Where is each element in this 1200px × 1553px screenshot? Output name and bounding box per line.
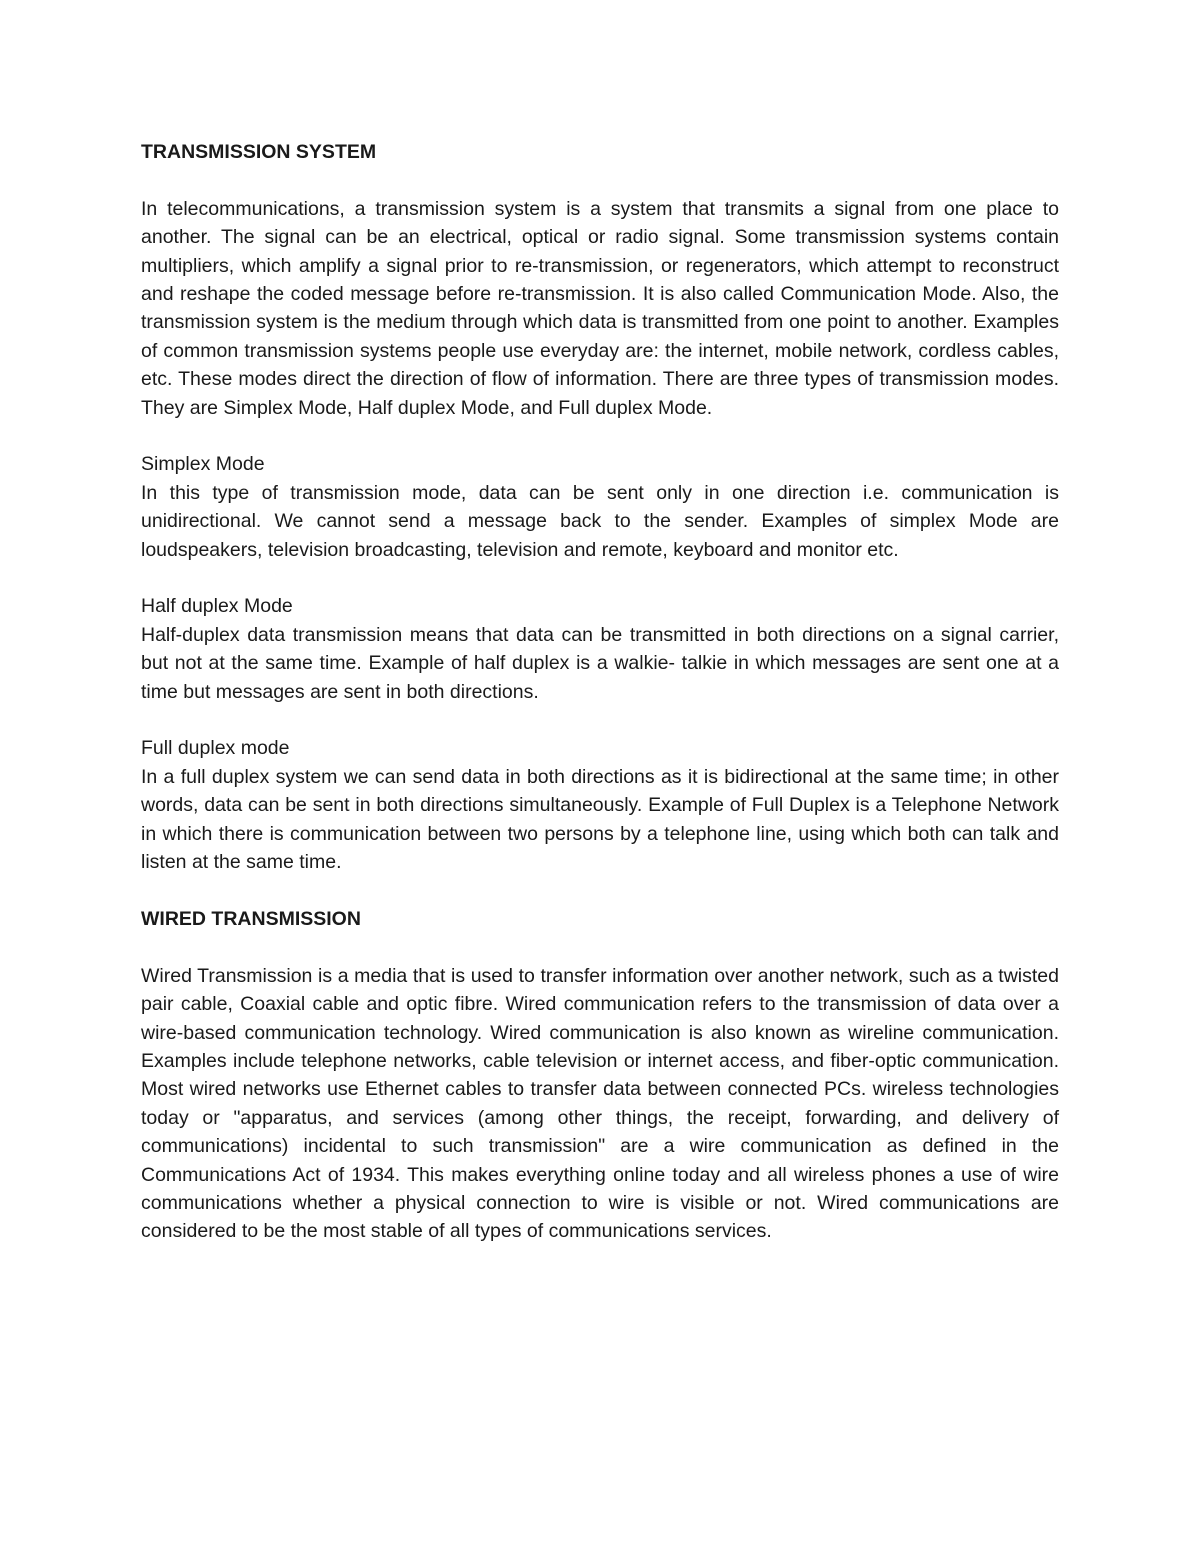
spacer <box>141 166 1059 194</box>
heading-wired-transmission: WIRED TRANSMISSION <box>141 907 361 930</box>
document-page <box>141 138 1059 1246</box>
subheading-simplex-mode: Simplex Mode <box>141 453 265 476</box>
spacer <box>141 706 1059 734</box>
heading-transmission-system: TRANSMISSION SYSTEM <box>141 141 377 163</box>
spacer <box>141 564 1059 592</box>
paragraph-full-duplex-mode: In a full duplex system we can send data in both directions as it is bidirectional at the same time; in other words, data can be sent in both directions simultaneously. Example of Full Duplex is a Telephone Network in which there is communication between two persons by a telephone line, using which both can talk and listen at the same time. <box>141 765 1059 874</box>
spacer <box>141 877 1059 905</box>
paragraph-wired-transmission: Wired Transmission is a media that is used to transfer information over another network, such as a twisted pair cable, Coaxial cable and optic fibre. Wired communication refers to the transmission of data over a wire-based communication technology. Wired communication is also known as wireline communication. Examples include telephone networks, cable television or internet access, and fiber-optic communication. Most wired networks use Ethernet cables to transfer data between connected PCs. wireless technologies today or "apparatus, and services (among other things, the receipt, forwarding, and delivery of communications) incidental to such transmission" are a wire communication as defined in the Communications Act of 1934. This makes everything online today and all wireless phones a use of wire communications whether a physical connection to wire is visible or not. Wired communications are considered to be the most stable of all types of communications services. <box>141 964 1059 1243</box>
spacer <box>141 933 1059 961</box>
spacer <box>141 422 1059 450</box>
paragraph-half-duplex-mode: Half-duplex data transmission means that data can be transmitted in both directions on a signal carrier, but not at the same time. Example of half duplex is a walkie- talkie in which messages are sent one at a time but messages are sent in both directions. <box>141 623 1059 703</box>
subheading-half-duplex-mode: Half duplex Mode <box>141 595 293 618</box>
paragraph-transmission-intro: In telecommunications, a transmission system is a system that transmits a signal from one place to another. The signal can be an electrical, optical or radio signal. Some transmission systems contain multipliers, which amplify a signal prior to re-transmission, or regenerators, which attempt to reconstruct and reshape the coded message before re-transmission. It is also called Communication Mode. Also, the transmission system is the medium through which data is transmitted from one point to another. Examples of common transmission systems people use everyday are: the internet, mobile network, cordless cables, etc. These modes direct the direction of flow of information. There are three types of transmission modes. They are Simplex Mode, Half duplex Mode, and Full duplex Mode. <box>141 197 1059 419</box>
subheading-full-duplex-mode: Full duplex mode <box>141 737 290 760</box>
paragraph-simplex-mode: In this type of transmission mode, data can be sent only in one direction i.e. communication is unidirectional. We cannot send a message back to the sender. Examples of simplex Mode are loudspeakers, television broadcasting, television and remote, keyboard and monitor etc. <box>141 481 1059 561</box>
